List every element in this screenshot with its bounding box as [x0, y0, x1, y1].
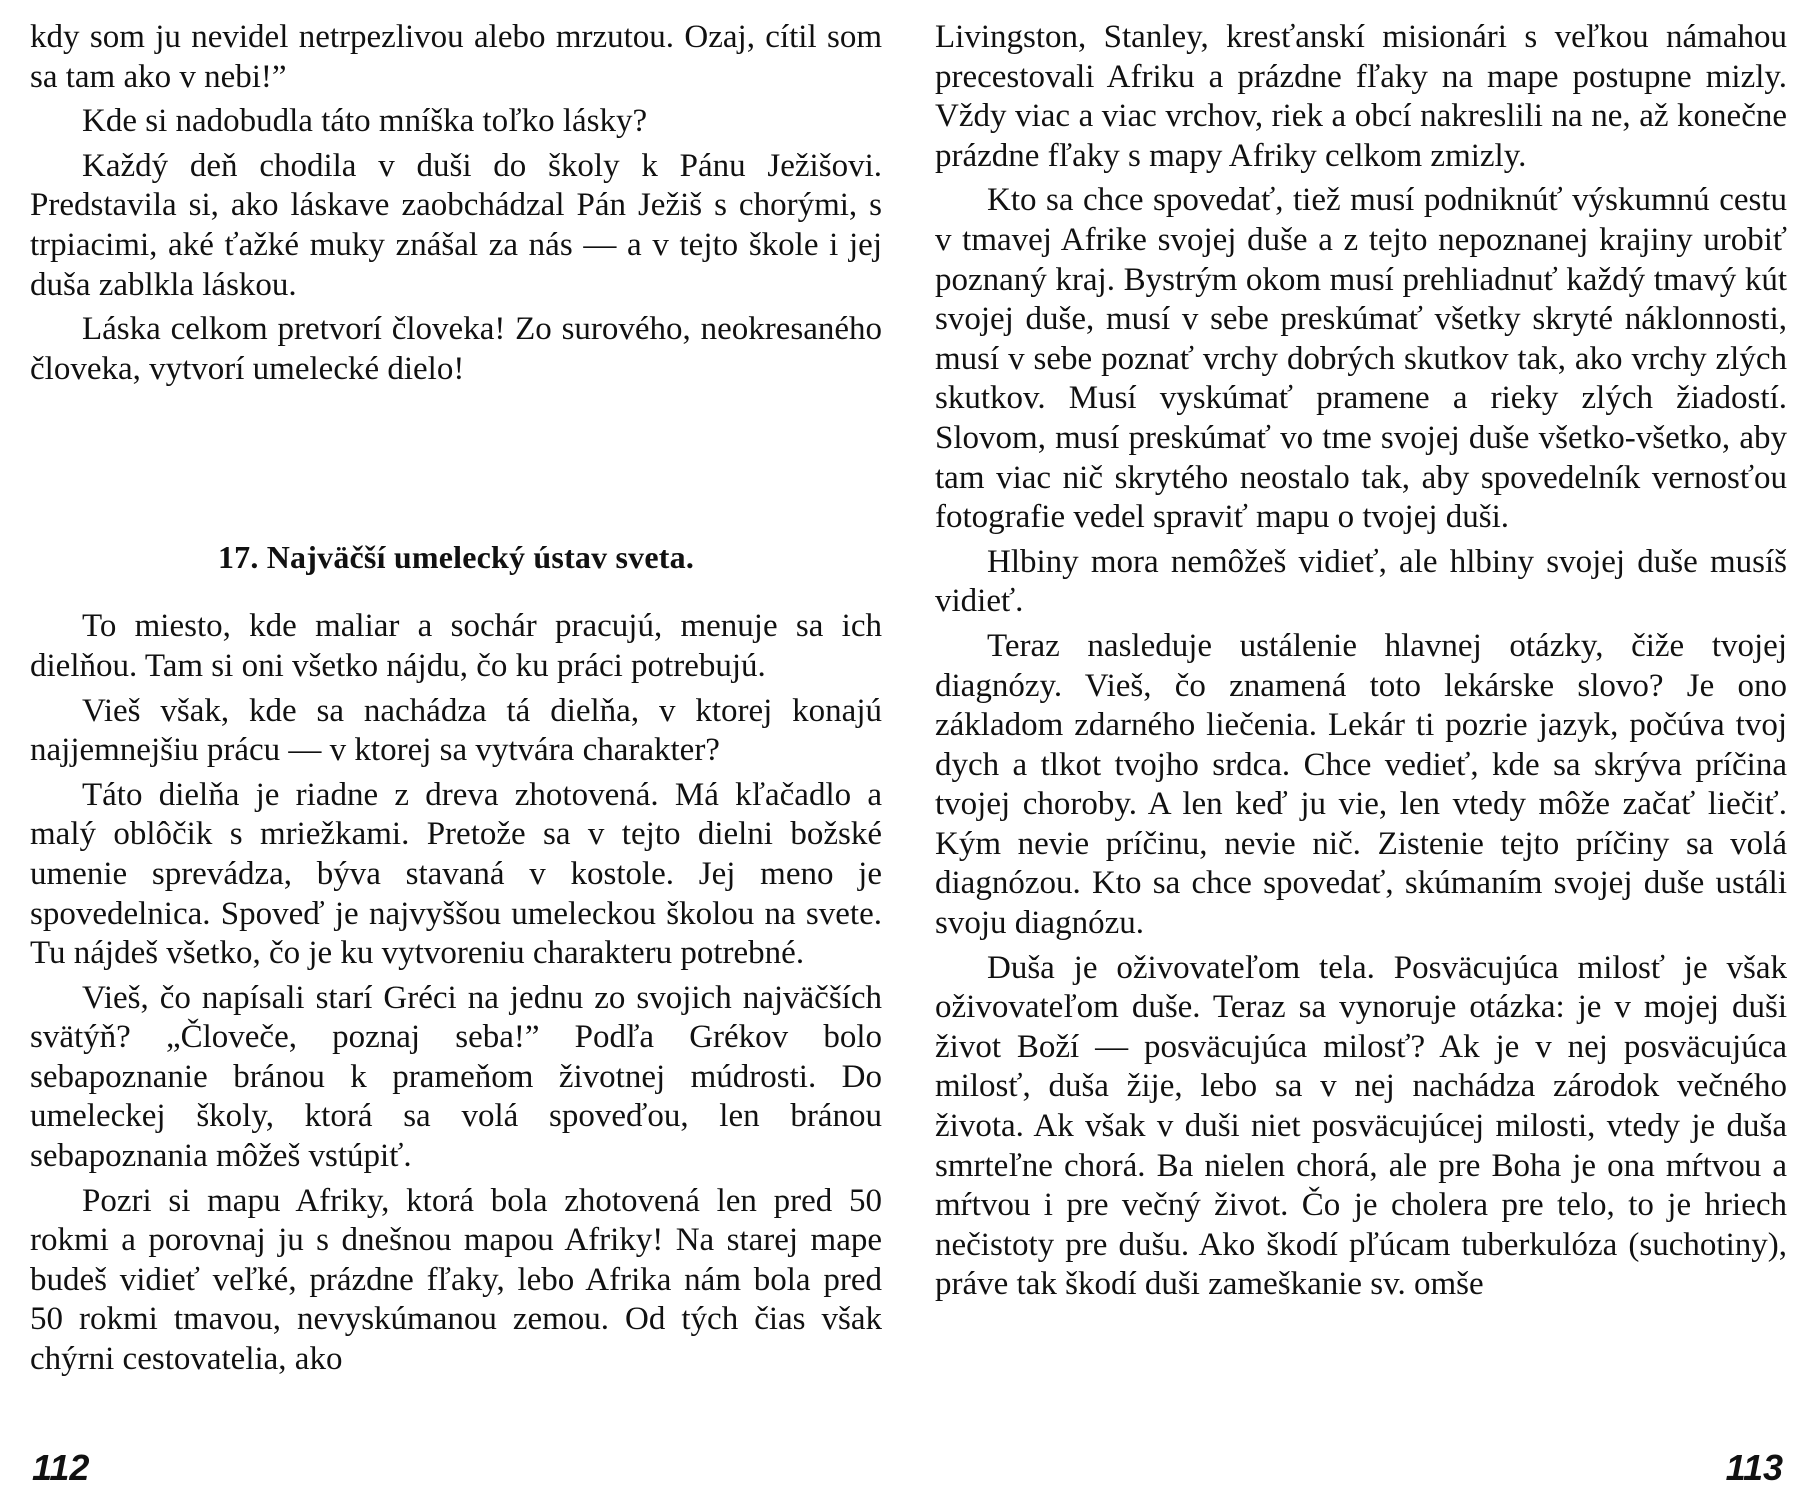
- paragraph: Láska celkom pretvorí človeka! Zo surového, neokresaného človeka, vytvorí umelecké dielo!: [30, 311, 882, 387]
- left-text-column: [30, 18, 882, 1380]
- page-number: 112: [32, 1447, 90, 1488]
- left-page: [30, 18, 882, 1488]
- paragraph: kdy som ju nevidel netrpezlivou alebo mrzutou. Ozaj, cítil som sa tam ako v nebi!”: [30, 19, 882, 95]
- right-page: [935, 18, 1787, 1488]
- paragraph: Duša je oživovateľom tela. Posväcujúca milosť je však oživovateľom duše. Teraz sa vynoruje otázka: je v mojej duši život Boží — posväcujúca milosť? Ak je v nej posväcujúca milosť, duša žije, lebo sa v nej nachádza zárodok večného života. Ak však v duši niet posväcujúcej milosti, vtedy je duša smrteľne chorá. Ba nielen chorá, ale pre Boha je ona mŕtvou a mŕtvou i pre večný život. Čo je cholera pre telo, to je hriech nečistoty pre dušu. Ako škodí pľúcam tuberkulóza (suchotiny), práve tak škodí duši zameškanie sv. omše: [935, 949, 1787, 1303]
- paragraph: To miesto, kde maliar a sochár pracujú, menuje sa ich dielňou. Tam si oni všetko nájdu, čo ku práci potrebujú.: [30, 608, 882, 684]
- paragraph: Vieš, čo napísali starí Gréci na jednu zo svojich najväčších svätýň? „Človeče, poznaj seba!” Podľa Grékov bolo sebapoznanie bránou k prameňom životnej múdrosti. Do umeleckej školy, ktorá sa volá spoveďou, len bránou sebapoznania môžeš vstúpiť.: [30, 979, 882, 1175]
- right-text-column: [935, 18, 1787, 1305]
- paragraph: Pozri si mapu Afriky, ktorá bola zhotovená len pred 50 rokmi a porovnaj ju s dnešnou mapou Afriky! Na starej mape budeš vidieť veľké, prázdne fľaky, lebo Afrika nám bola pred 50 rokmi tmavou, nevyskúmanou zemou. Od tých čias však chýrni cestovatelia, ako: [30, 1182, 882, 1378]
- paragraph: Kde si nadobudla táto mníška toľko lásky?: [82, 103, 648, 140]
- page-gutter: [890, 0, 920, 1500]
- paragraph: Vieš však, kde sa nachádza tá dielňa, v ktorej konajú najjemnejšiu prácu — v ktorej sa vytvára charakter?: [30, 692, 882, 769]
- paragraph: Táto dielňa je riadne z dreva zhotovená. Má kľačadlo a malý oblôčik s mriežkami. Pretože sa v tejto dielni božské umenie sprevádza, býva stavaná v kostole. Jej meno je spovedelnica. Spoveď je najvyššou umeleckou školou na svete. Tu nájdeš všetko, čo je ku vytvoreniu charakteru potrebné.: [30, 776, 882, 972]
- paragraph: Každý deň chodila v duši do školy k Pánu Ježišovi. Predstavila si, ako láskave zaobchádzal Pán Ježiš s chorými, s trpiacimi, aké ťažké muky znášal za nás — a v tejto škole i jej duša zablkla láskou.: [30, 147, 882, 303]
- chapter-heading: 17. Najväčší umelecký ústav sveta.: [217, 539, 695, 576]
- page-number: 113: [1725, 1447, 1783, 1488]
- paragraph: Kto sa chce spovedať, tiež musí podniknúť výskumnú cestu v tmavej Afrike svojej duše a z tejto nepoznanej krajiny urobiť poznaný kraj. Bystrým okom musí prehliadnuť každý tmavý kút svojej duše, musí v sebe preskúmať všetky skryté náklonnosti, musí v sebe poznať vrchy dobrých skutkov tak, ako vrchy zlých skutkov. Musí vyskúmať pramene a rieky zlých žiadostí. Slovom, musí preskúmať vo tme svojej duše všetko-všetko, aby tam viac nič skrytého neostalo tak, aby spovedelník vernosťou fotografie vedel spraviť mapu o tvojej duši.: [935, 182, 1787, 536]
- paragraph: Teraz nasleduje ustálenie hlavnej otázky, čiže tvojej diagnózy. Vieš, čo znamená toto lekárske slovo? Je ono základom zdarného liečenia. Lekár ti pozrie jazyk, počúva tvoj dych a tlkot tvojho srdca. Chce vedieť, kde sa skrýva príčina tvojej choroby. A len keď ju vie, len vtedy môže začať liečiť. Kým nevie príčinu, nevie nič. Zistenie tejto príčiny sa volá diagnózou. Kto sa chce spovedať, skúmaním svojej duše ustáli svoju diagnózu.: [935, 627, 1787, 942]
- paragraph: Hlbiny mora nemôžeš vidieť, ale hlbiny svojej duše musíš vidieť.: [935, 543, 1787, 620]
- paragraph: Livingston, Stanley, kresťanskí misionári s veľkou námahou precestovali Afriku a prázdne fľaky na mape postupne mizly. Vždy viac a viac vrchov, riek a obcí nakreslili na ne, až konečne prázdne fľaky s mapy Afriky celkom zmizly.: [935, 19, 1787, 174]
